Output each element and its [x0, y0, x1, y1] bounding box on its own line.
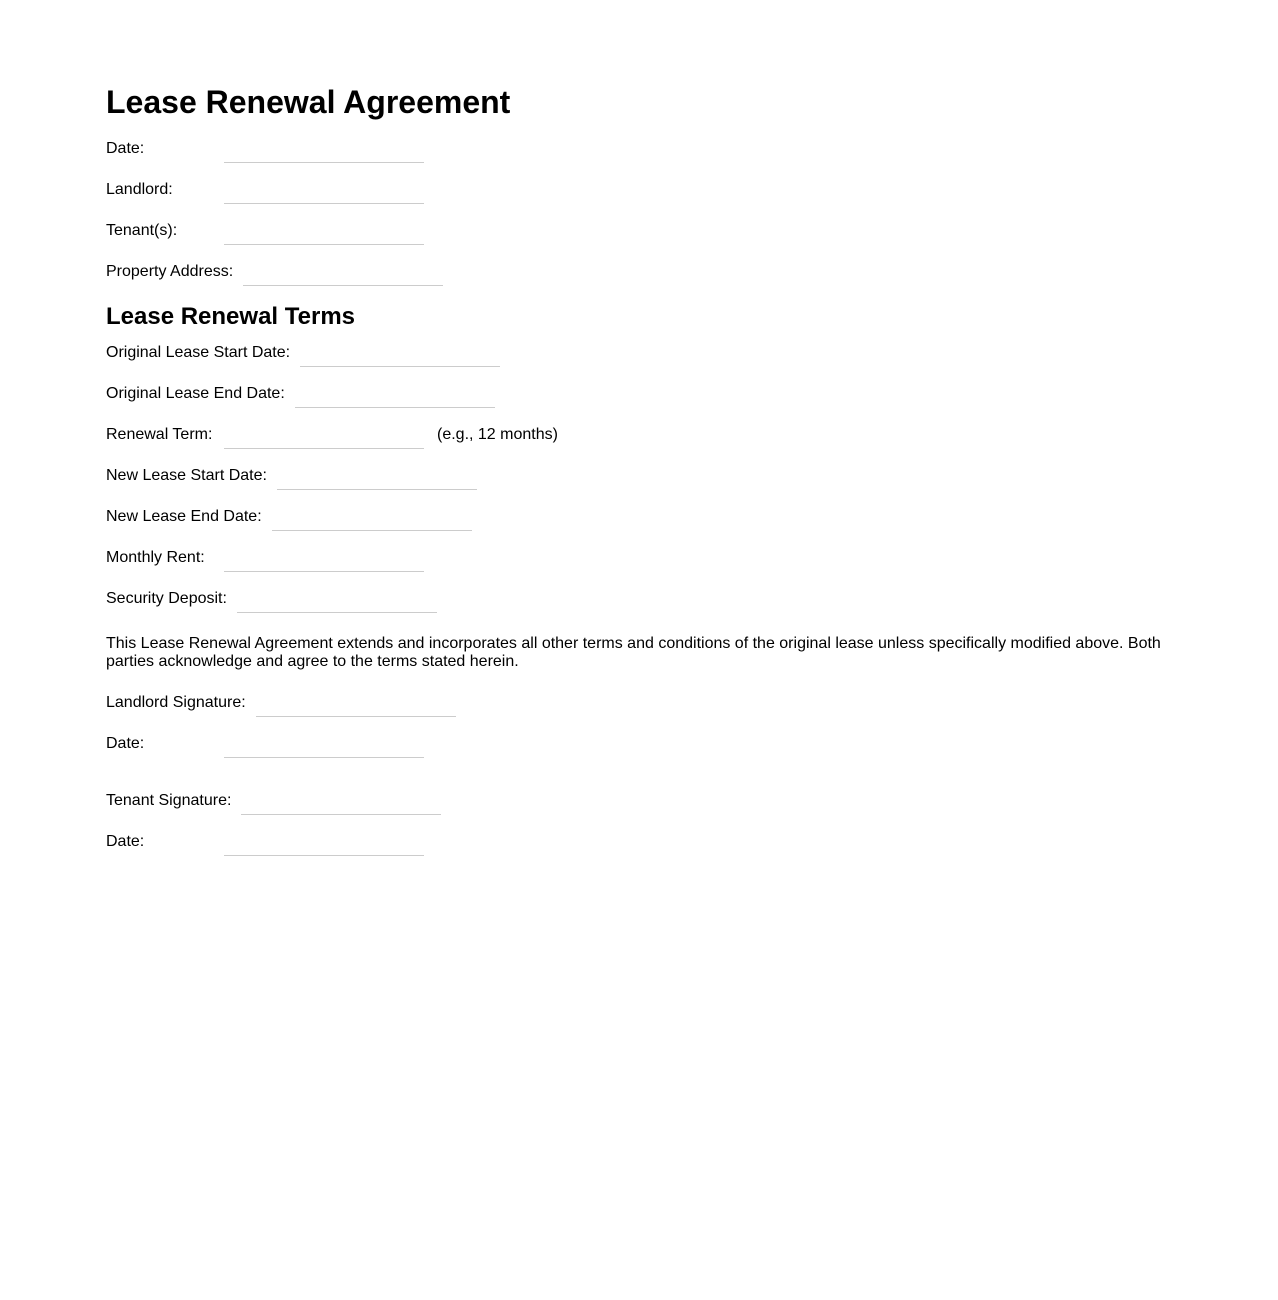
landlord-signature-label: Landlord Signature: [106, 694, 246, 711]
landlord-signature-input[interactable] [256, 693, 456, 717]
renewal-term-row [106, 425, 1166, 449]
tenant-signature-row [106, 791, 1166, 815]
new-end-input[interactable] [272, 507, 472, 531]
tenant-signature-input[interactable] [241, 791, 441, 815]
renewal-term-hint: (e.g., 12 months) [437, 426, 558, 443]
tenant-date-input[interactable] [224, 832, 424, 856]
date-row [106, 139, 1166, 163]
new-start-label: New Lease Start Date: [106, 467, 267, 484]
tenants-label: Tenant(s): [106, 222, 178, 239]
security-deposit-label: Security Deposit: [106, 590, 227, 607]
property-address-input[interactable] [243, 262, 443, 286]
property-address-label: Property Address: [106, 263, 234, 280]
landlord-input[interactable] [224, 180, 424, 204]
new-start-input[interactable] [277, 466, 477, 490]
original-end-label: Original Lease End Date: [106, 385, 285, 402]
monthly-rent-label: Monthly Rent: [106, 549, 205, 566]
tenants-row [106, 221, 1166, 245]
original-start-label: Original Lease Start Date: [106, 344, 291, 361]
renewal-term-input[interactable] [224, 425, 424, 449]
date-label: Date: [106, 140, 145, 157]
original-end-row [106, 384, 1166, 408]
landlord-date-input[interactable] [224, 734, 424, 758]
new-end-row [106, 507, 1166, 531]
lease-renewal-form [106, 80, 1166, 873]
new-end-label: New Lease End Date: [106, 508, 262, 525]
renewal-term-label: Renewal Term: [106, 426, 213, 443]
landlord-row [106, 180, 1166, 204]
original-start-row [106, 343, 1166, 367]
landlord-date-label: Date: [106, 735, 145, 752]
new-start-row [106, 466, 1166, 490]
monthly-rent-row [106, 548, 1166, 572]
original-end-input[interactable] [295, 384, 495, 408]
landlord-signature-row [106, 693, 1166, 717]
landlord-label: Landlord: [106, 181, 173, 198]
security-deposit-row [106, 589, 1166, 613]
monthly-rent-input[interactable] [224, 548, 424, 572]
terms-heading: Lease Renewal Terms [106, 303, 356, 330]
date-input[interactable] [224, 139, 424, 163]
security-deposit-input[interactable] [237, 589, 437, 613]
tenants-input[interactable] [224, 221, 424, 245]
tenant-date-row [106, 832, 1166, 856]
property-address-row [106, 262, 1166, 286]
page-title: Lease Renewal Agreement [106, 84, 511, 120]
landlord-date-row [106, 734, 1166, 758]
agreement-paragraph: This Lease Renewal Agreement extends and incorporates all other terms and conditions of the original lease unless specifically modified above. Both parties acknowledge and agree to the terms stated herein. [106, 635, 1161, 670]
original-start-input[interactable] [300, 343, 500, 367]
tenant-date-label: Date: [106, 833, 145, 850]
tenant-signature-label: Tenant Signature: [106, 792, 232, 809]
